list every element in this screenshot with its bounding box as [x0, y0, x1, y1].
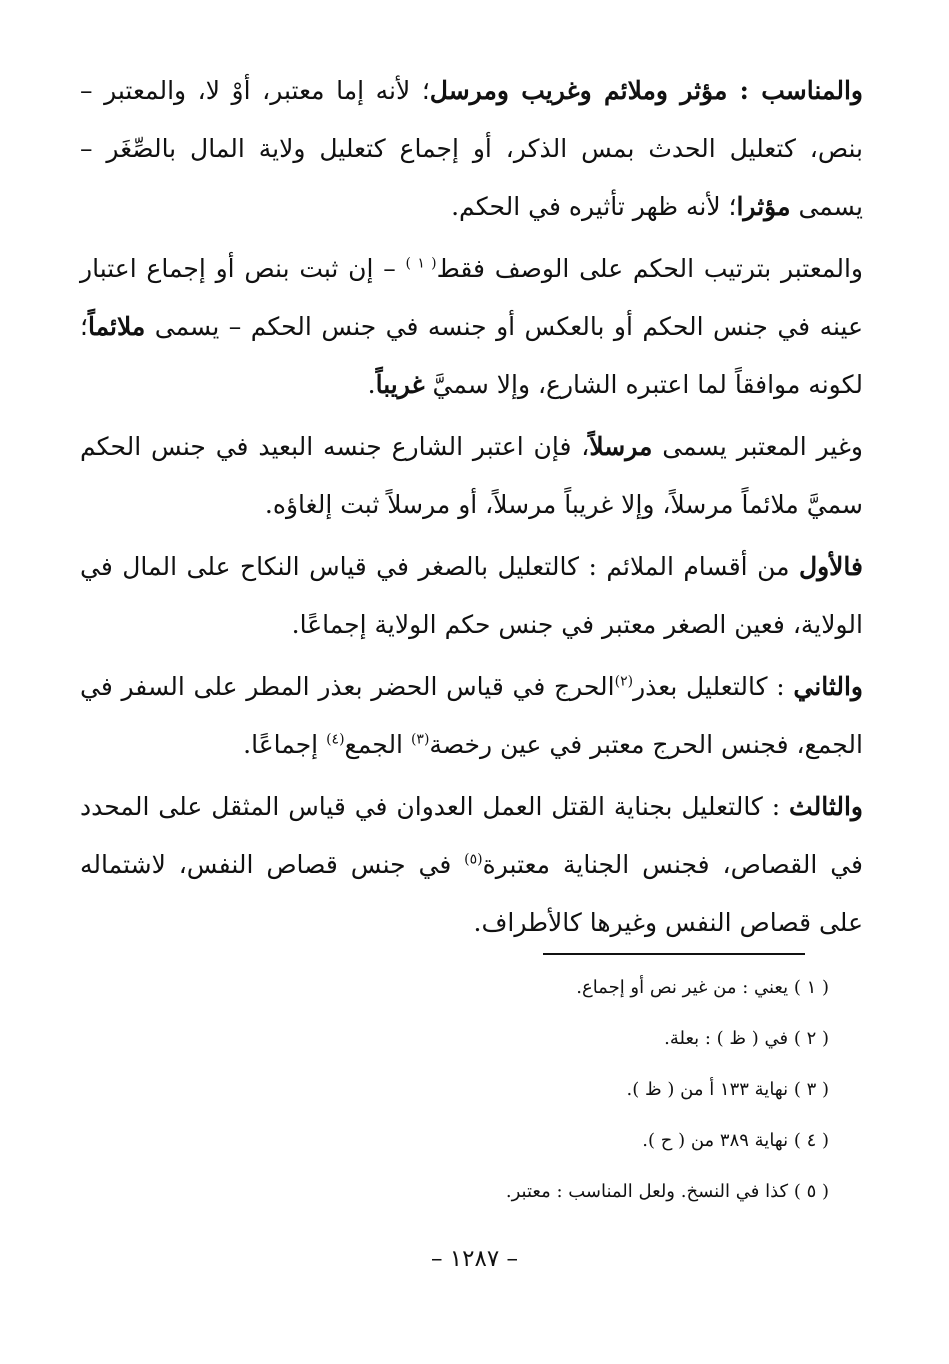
paragraph-5: [80, 658, 863, 774]
footnote-2: ( ٢ ) في ( ظ ) : بعلة.: [664, 1028, 829, 1049]
footnote-separator: [543, 953, 805, 955]
text-run: الحرج في قياس الحضر بعذر المطر على السفر في الجمع، فجنس الحرج معتبر في عين رخصة: [80, 672, 863, 759]
text-run: – إن ثبت بنص أو إجماع اعتبار عينه في جنس الحكم أو بالعكس أو جنسه في جنس الحكم – يسمى: [80, 254, 864, 341]
text-run: .: [367, 370, 376, 399]
term-gharib: غريباً: [375, 370, 425, 399]
paragraph-3: [80, 418, 863, 534]
paragraph-6: [80, 778, 863, 952]
footnote-ref-2: (٢): [614, 673, 634, 690]
text-run: ؛ لأنه إما معتبر، أوْ لا، والمعتبر – بنص، كتعليل الحدث بمس الذكر، أو إجماع كتعليل ولاية المال بالصِّغَر – يسمى: [80, 76, 863, 221]
footnote-ref-1: ( ١ ): [405, 255, 437, 272]
text-run: والمعتبر بترتيب الحكم على الوصف فقط: [436, 254, 864, 283]
footnotes: [80, 962, 829, 1217]
footnote-ref-5: (٥): [464, 851, 483, 868]
page-number: – ١٢٨٧ –: [430, 1246, 519, 1272]
term-second: والثاني: [793, 672, 863, 701]
footnote-4: ( ٤ ) نهاية ٣٨٩ من ( ح ).: [642, 1130, 829, 1151]
text-run: إجماعًا.: [243, 730, 327, 759]
text-run: : كالتعليل بجناية القتل العمل العدوان في قياس المثقل على المحدد في القصاص، فجنس الجناية معتبرة: [80, 792, 863, 879]
text-run: ؛ لكونه موافقاً لما اعتبره الشارع، وإلا سميَّ: [80, 312, 863, 399]
text-run: ؛ لأنه ظهر تأثيره في الحكم.: [451, 192, 737, 221]
footnote-1: ( ١ ) يعني : من غير نص أو إجماع.: [576, 977, 829, 998]
term-third: والثالث: [789, 792, 863, 821]
footnote-ref-3: (٣): [410, 731, 430, 748]
paragraph-1: [80, 62, 863, 236]
footnote-5: ( ٥ ) كذا في النسخ. ولعل المناسب : معتبر.: [505, 1181, 829, 1202]
term-first: فالأول: [798, 552, 863, 581]
term-muathir: مؤثرا: [736, 192, 791, 221]
footnote-3: ( ٣ ) نهاية ١٣٣ أ من ( ظ ).: [626, 1079, 829, 1100]
term-mursal: مرسلاً: [589, 432, 653, 461]
text-run: ، فإن اعتبر الشارع جنسه البعيد في جنس الحكم سميَّ ملائماً مرسلاً، وإلا غريباً مرسلاً، أو مرسلاً ثبت إلغاؤه.: [80, 432, 863, 519]
footnote-ref-4: (٤): [326, 731, 345, 748]
text-run: الجمع: [344, 730, 411, 759]
main-text: [80, 62, 863, 956]
term-mulaim: ملائماً: [87, 312, 146, 341]
text-run: : كالتعليل بعذر: [633, 672, 794, 701]
text-run: من أقسام الملائم : كالتعليل بالصغر في قياس النكاح على المال في الولاية، فعين الصغر معتبر في جنس حكم الولاية إجماعًا.: [80, 552, 863, 639]
term-heading: والمناسب : مؤثر وملائم وغريب ومرسل: [429, 76, 863, 105]
text-run: في جنس قصاص النفس، لاشتماله على قصاص النفس وغيرها كالأطراف.: [80, 850, 863, 937]
paragraph-2: [80, 240, 863, 414]
paragraph-4: [80, 538, 863, 654]
text-run: وغير المعتبر يسمى: [652, 432, 863, 461]
